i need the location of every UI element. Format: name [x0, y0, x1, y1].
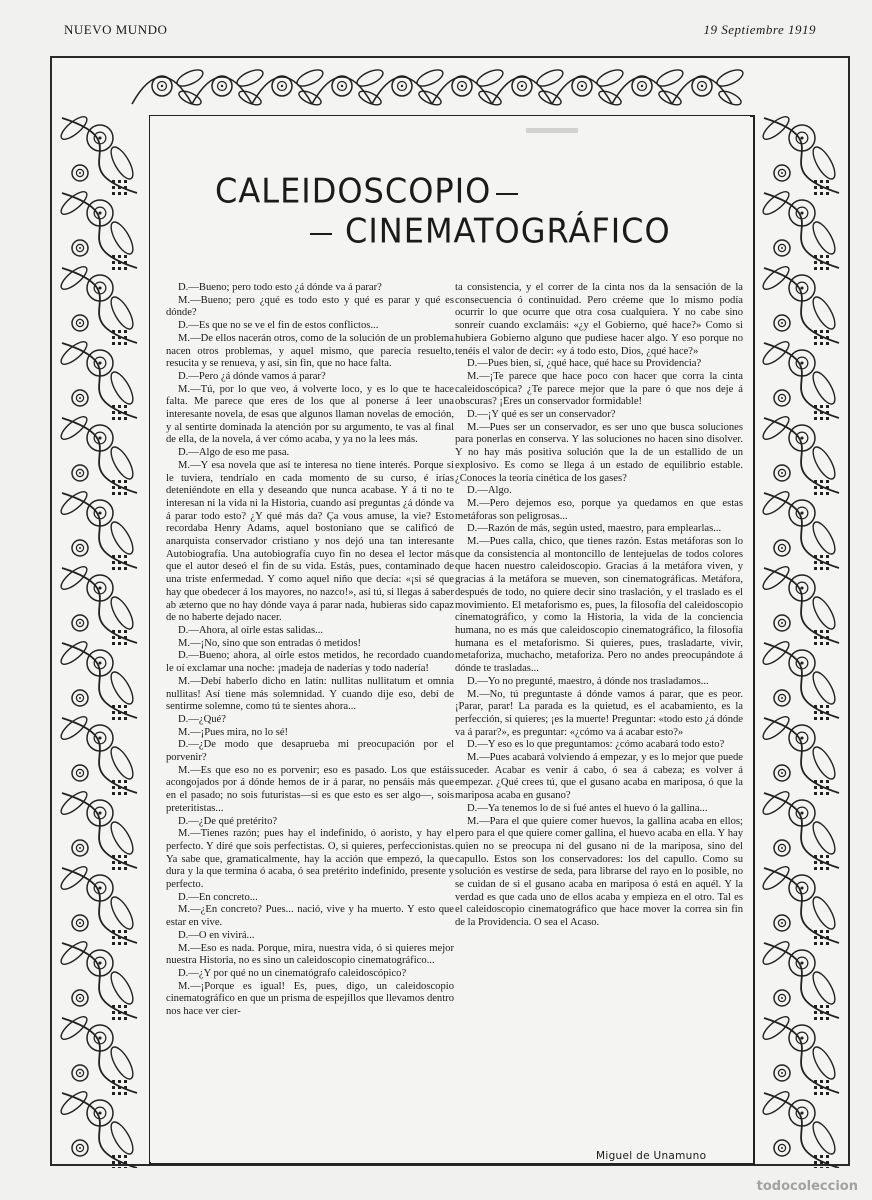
paragraph: ta consistencia, y el correr de la cinta nos da la sensación de la consecuencia ó continuidad. Pero créeme que lo mismo podía ocurrir lo que ocurre que otra cosa cualquiera. Y no cabe sino sonreír cuando exclamáis: «¿y el Gobierno, qué hace?» Como si hubiera Gobierno alguno que pudiese hacer algo. Y eso porque no tenéis el valor de decir: «y á todo esto, Dios, ¿qué hace?»	[455, 282, 743, 357]
paragraph: D.—Yo no pregunté, maestro, á dónde nos trasladamos...	[467, 675, 709, 687]
article-title-line2: CINEMATOGRÁFICO	[345, 211, 671, 251]
paragraph: M.—Y esa novela que así te interesa no tiene interés. Porque si le tuviera, tendríalo en cada momento de su curso, é irías deteniéndote en ella y deseando que nunca acabase. Y á ti no te interesan ni la vida ni la Historia, cuando así preguntas ¿á dónde va á parar todo esto? ¿Y qué más da? Ça vous amuse, la vie? Esto recordaba Henry Adams, aquel bostoniano que se calificó de anarquista conservador cristiano y nos dejó una tan interesante Autobiografía. Una autobiografía cuyo fin no desea el lector más que el autor deseó el fin de su vida. Estás, pues, contaminado de una triste enfermedad. Y como aquel niño que decía: «¡si sé que hay que obedecer á los mayores, no nazco!», así tú, si llegas á saber ab æterno que no hay dónde vaya á parar nada, hubieras sido capaz de no haberte dejado nacer.	[166, 459, 454, 624]
paragraph: D.—Algo de eso me pasa.	[178, 447, 290, 459]
right-text-column	[455, 282, 743, 1152]
paragraph: D.—O en vivirá...	[178, 929, 255, 941]
paragraph: D.—Pues bien, sí, ¿qué hace, qué hace su Providencia?	[467, 358, 702, 370]
paragraph: M.—Pues calla, chico, que tienes razón. Estas metáforas son lo que da consistencia al montoncillo de lentejuelas de todos colores que hacen nuestro caleidoscopio. Gracias á la metáfora viven, y gracias á la metáfora se mueven, son cinematográficas. Metáfora, después de todo, no quiere decir sino traslación, y el traslado es el movimiento. El metaforismo es, pues, la filosofía del caleidoscopio cinematográfico, y como la Historia, la vida de la conciencia humana, no es más que caleidoscopio cinematográfico, la filosofía humana es el metaforismo. Si quieres, pues, trasladarte, vivir, metaforiza, muchacho, metaforiza. Pero no andes preocupándote á dónde te trasladas...	[455, 536, 743, 675]
title-dash	[496, 193, 518, 195]
paragraph: M.—¡Te parece que hace poco con hacer que corra la cinta caleidoscópica? ¿Te parece mejor que la pare ó que nos deje á obscuras? ¡Eres un conservador formidable!	[455, 370, 743, 408]
paragraph: M.—Pero dejemos eso, porque ya quedamos en que estas metáforas son peligrosas...	[455, 497, 743, 522]
paragraph: D.—En concreto...	[178, 891, 258, 903]
paragraph: M.—Para el que quiere comer huevos, la gallina acaba en ellos; pero para el que quiere comer gallina, el huevo acaba en ella. Y hay quien no se preocupa ni del gusano ni de la mariposa, sino del capullo. Estos son los conservadores: los del capullo. Como su solución es vestirse de seda, para librarse del rayo en lo posible, no se cuidan de si el gusano acaba en mariposa ó está en aquél. Y la verdad es que cada uno de ellos acaba y empieza en el otro. Tal es el caleidoscopio cinematográfico que hace mover la correa sin fin de la Providencia. O sea el Acaso.	[455, 815, 743, 929]
paragraph: D.—Pero ¿á dónde vamos á parar?	[178, 370, 326, 382]
watermark: todocoleccion	[756, 1179, 858, 1194]
title-dash	[310, 233, 332, 235]
paragraph: M.—Eso es nada. Porque, mira, nuestra vida, ó si quieres mejor nuestra Historia, no es sino un caleidoscopio cinematográfico...	[166, 942, 454, 967]
paragraph: M.—¡Pues mira, no lo sé!	[178, 726, 289, 738]
paragraph: M.—Tú, por lo que veo, á volverte loco, y es lo que te hace falta. Me parece que eres de los que al ponerse á leer una interesante novela, de esas que algunos llaman novelas de emoción, y al sentirte dominada la atención por su argumento, te vas al final de ella, de la novela, á ver cómo acaba, y ya no la lees más.	[166, 383, 454, 446]
paragraph: M.—Debí haberlo dicho en latín: nullitas nullitatum et omnia nullitas! Así tiene más solemnidad. Y cuando dije eso, debí de sentirme solemne, como tú te sientes ahora...	[166, 675, 454, 713]
paragraph: D.—¿De qué pretérito?	[178, 815, 278, 827]
paragraph: M.—Pues ser un conservador, es ser uno que busca soluciones para ponerlas en conserva. Y las soluciones no hacen sino disolver. Y no hay más positiva solución que la de un estallido de un explosivo. Es como se llega á un estado de equilibrio estable. ¿Conoces la teoría cinética de los gases?	[455, 421, 743, 484]
paragraph: D.—Ahora, al oírle estas salidas...	[178, 624, 324, 636]
paragraph: M.—Es que eso no es porvenir; eso es pasado. Los que estáis acongojados por á dónde hemos de ir á parar, no pensáis más que en el pasado; no sois futuristas—si es que esto es ser algo—, sois preteritistas...	[166, 764, 454, 814]
author-signature: Miguel de Unamuno	[596, 1150, 707, 1162]
article-title-line1: CALEIDOSCOPIO	[215, 171, 492, 211]
paragraph: D.—Algo.	[467, 485, 512, 497]
paragraph: D.—Y eso es lo que preguntamos: ¿cómo acabará todo esto?	[467, 739, 725, 751]
paragraph: M.—Tienes razón; pues hay el indefinido, ó aoristo, y hay el perfecto. Y diré que sois perfectistas. O, si quieres, perfeccionistas. Ya sabe que, gramaticalmente, hay la acción que empezó, la que dura y la que termina ó acaba, ó sea pretérito indefinido, presente y perfecto.	[166, 828, 454, 891]
paragraph: D.—Razón de más, según usted, maestro, para emplearlas...	[467, 523, 722, 535]
paragraph: D.—Es que no se ve el fin de estos conflictos...	[178, 320, 379, 332]
paragraph: D.—¿De modo que desaprueba mi preocupación por el porvenir?	[166, 739, 454, 764]
paragraph: D.—Bueno; ahora, al oírle estos metidos, he recordado cuando le oí exclamar una noche: ¡madeja de naderías y todo nadería!	[166, 650, 454, 675]
publication-name: NUEVO MUNDO	[64, 22, 168, 37]
paper-mark	[526, 128, 578, 133]
paragraph: D.—¿Qué?	[178, 713, 226, 725]
paragraph: M.—¡Porque es igual! Es, pues, digo, un caleidoscopio cinematográfico en que un prisma de espejillos que llevamos dentro nos hace ver cier-	[166, 980, 454, 1018]
paragraph: M.—De ellos nacerán otros, como de la solución de un problema nacen otros problemas, y aquel mismo, que parecía resuelto, resucita y se renueva, y así, sin fin, que no hace falta.	[166, 332, 454, 370]
left-text-column	[166, 282, 454, 1152]
paragraph: M.—¡No, sino que son entradas ó metidos!	[178, 637, 362, 649]
page-header	[64, 22, 816, 42]
paragraph: M.—Bueno; pero ¿qué es todo esto y qué es parar y qué es dónde?	[166, 294, 454, 319]
paragraph: M.—Pues acabará volviendo á empezar, y es lo mejor que puede suceder. Acabar es venir á cabo, ó sea á cabeza; es volver á empezar. ¿Qué crees tú, que el gusano acaba en mariposa, ó que la mariposa acaba en gusano?	[455, 752, 743, 802]
issue-date: 19 Septiembre 1919	[703, 22, 816, 37]
paragraph: D.—¿Y por qué no un cinematógrafo caleidoscópico?	[178, 967, 407, 979]
paragraph: D.—¡Y qué es ser un conservador?	[467, 409, 616, 421]
paragraph: D.—Ya tenemos lo de si fué antes el huevo ó la gallina...	[467, 802, 708, 814]
paragraph: D.—Bueno; pero todo esto ¿á dónde va á parar?	[178, 282, 382, 293]
paragraph: M.—¿En concreto? Pues... nació, vive y ha muerto. Y esto que estar en vive.	[166, 904, 454, 929]
paragraph: M.—No, tú preguntaste á dónde vamos á parar, que es peor. ¡Parar, parar! La parada es la quietud, es el acabamiento, es la perfección, si quieres; ¡es la muerte! Preguntar: «todo esto ¿á dónde va á parar?», es preguntar: «¿cómo va á acabar esto?»	[455, 688, 743, 738]
